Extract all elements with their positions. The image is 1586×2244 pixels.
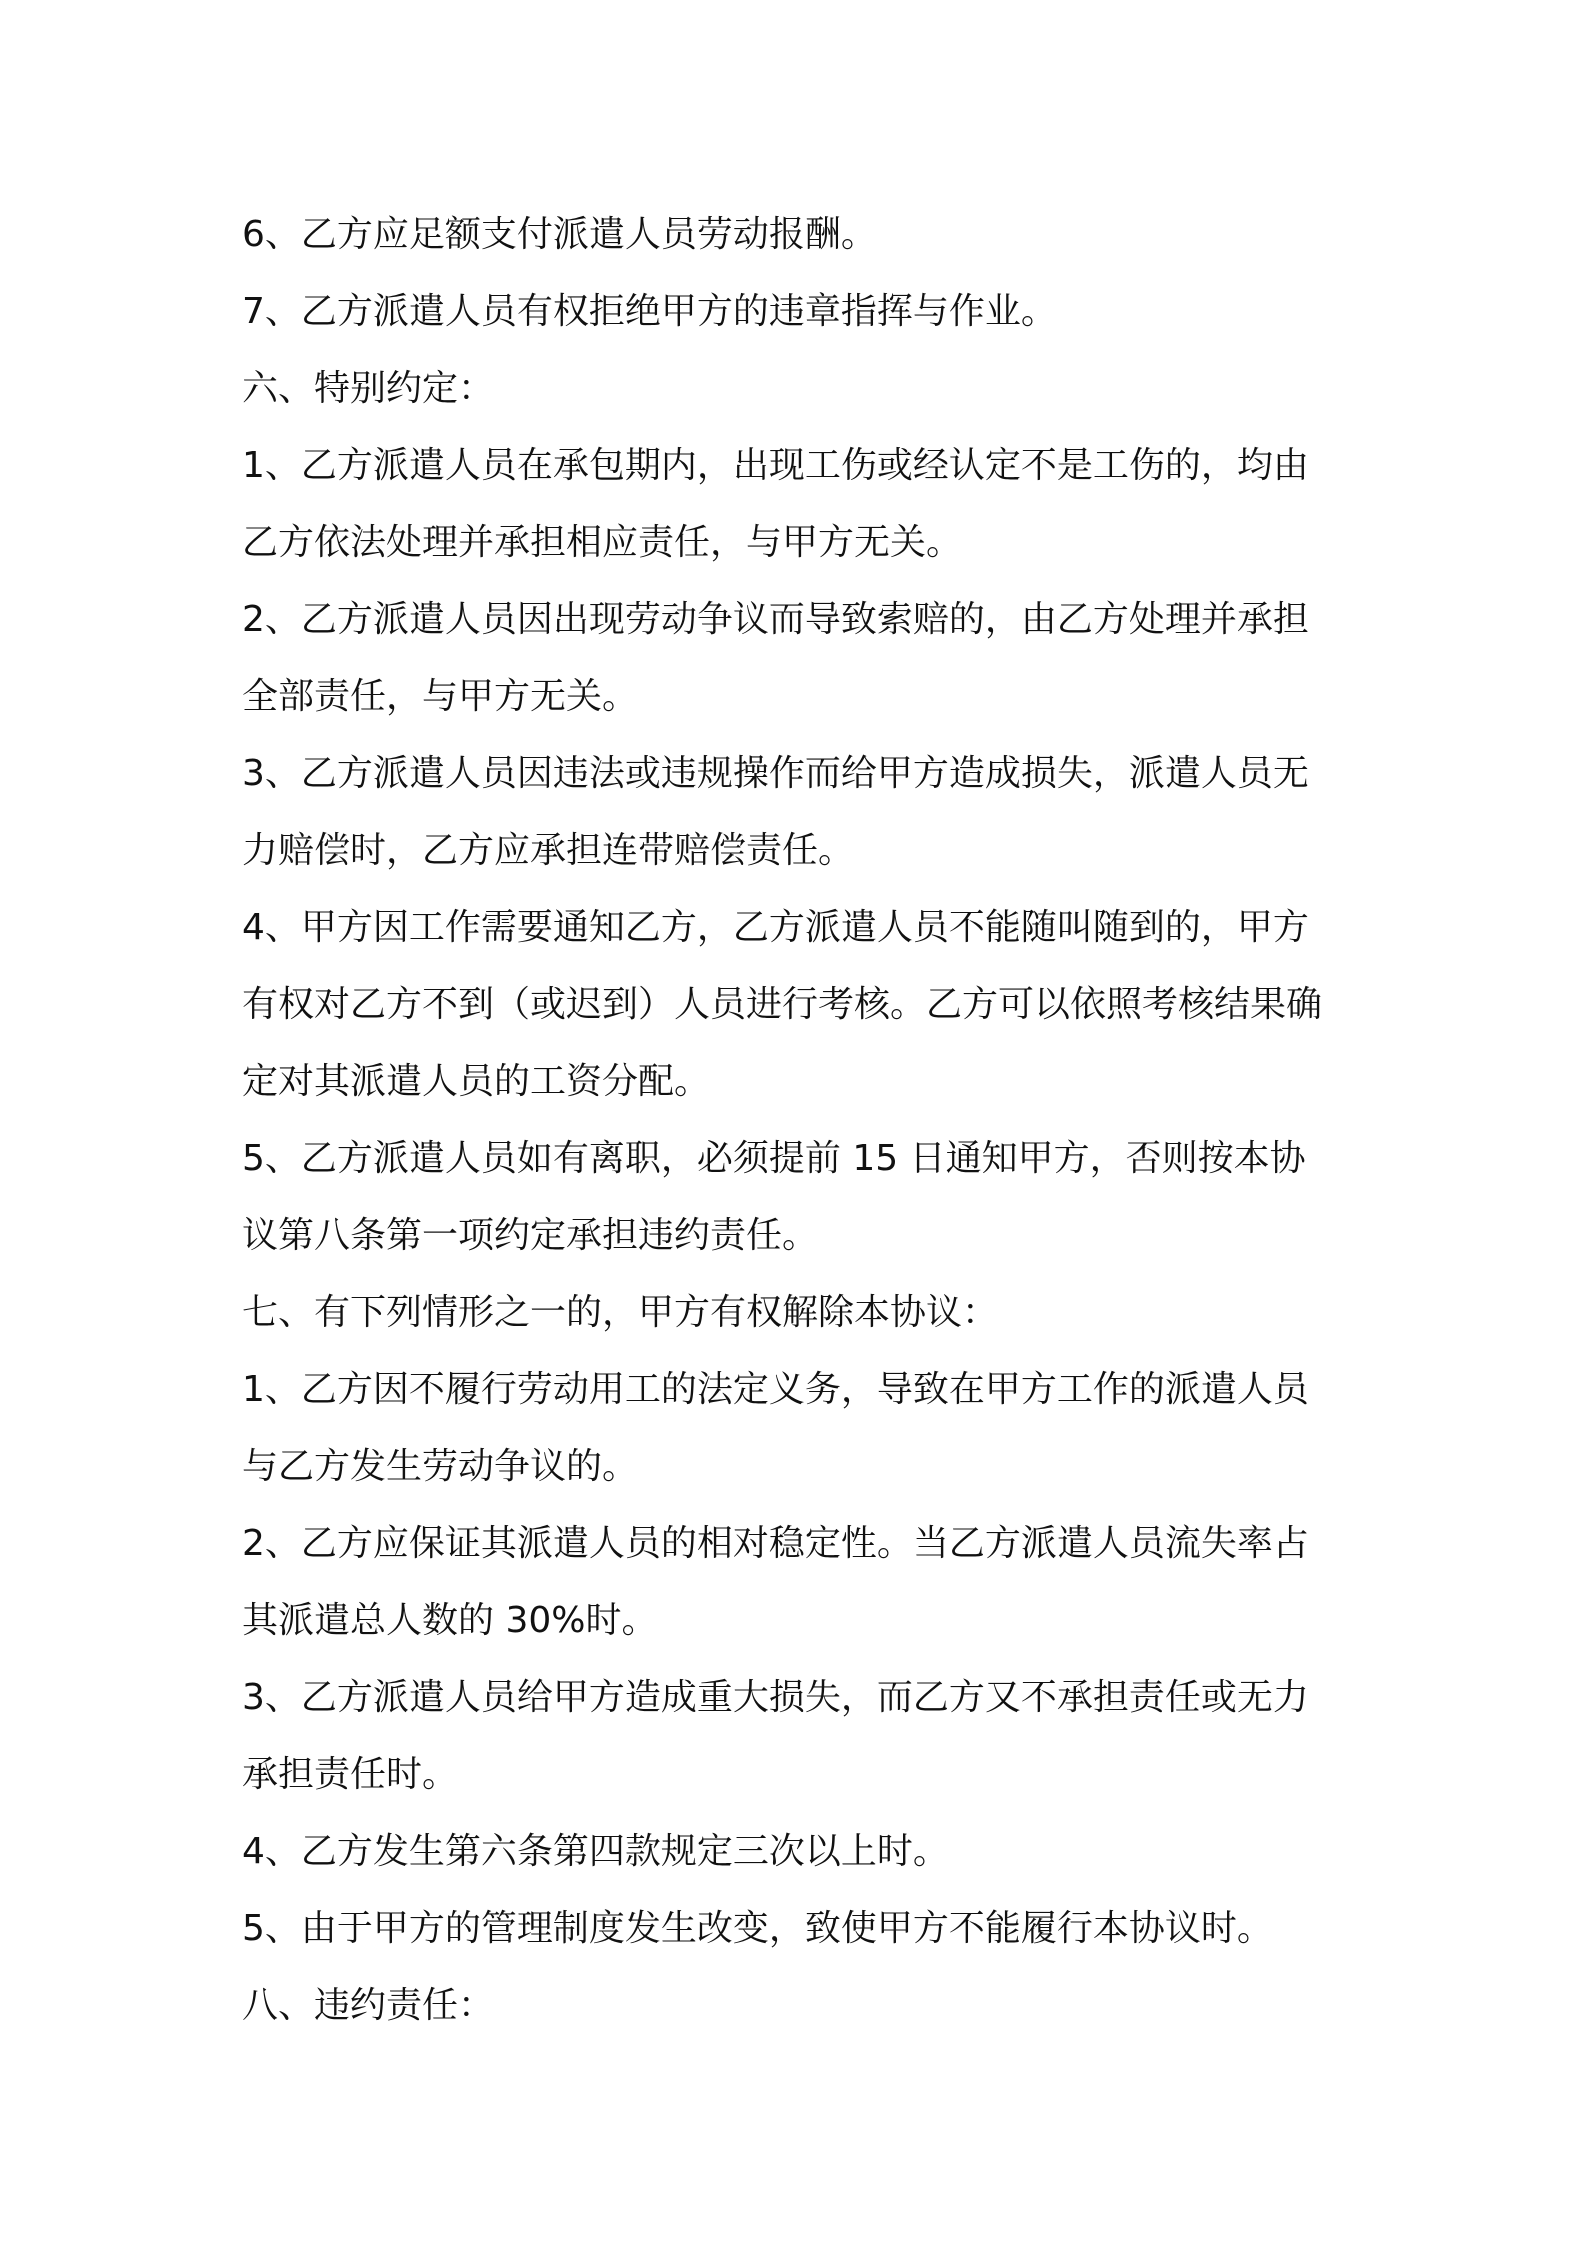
section-heading: 八、违约责任： [242, 1985, 495, 2026]
text-line: 4、甲方因工作需要通知乙方，乙方派遣人员不能随叫随到的，甲方 [242, 907, 1309, 948]
text-line: 1、乙方派遣人员在承包期内，出现工伤或经认定不是工伤的，均由 [242, 445, 1309, 486]
text-line: 承担责任时。 [242, 1754, 459, 1795]
text-line: 其派遣总人数的 30%时。 [242, 1600, 658, 1641]
text-line: 议第八条第一项约定承担违约责任。 [242, 1215, 819, 1256]
document-body [242, 196, 1362, 2044]
text-line: 4、乙方发生第六条第四款规定三次以上时。 [242, 1831, 949, 1872]
text-line: 有权对乙方不到（或迟到）人员进行考核。乙方可以依照考核结果确 [242, 984, 1323, 1025]
text-line: 乙方依法处理并承担相应责任，与甲方无关。 [242, 522, 963, 563]
text-line: 3、乙方派遣人员给甲方造成重大损失，而乙方又不承担责任或无力 [242, 1677, 1309, 1718]
text-line: 定对其派遣人员的工资分配。 [242, 1061, 711, 1102]
text-line: 力赔偿时，乙方应承担连带赔偿责任。 [242, 830, 855, 871]
text-line: 3、乙方派遣人员因违法或违规操作而给甲方造成损失，派遣人员无 [242, 753, 1309, 794]
text-line: 5、乙方派遣人员如有离职，必须提前 15 日通知甲方，否则按本协 [242, 1138, 1306, 1179]
text-line: 全部责任，与甲方无关。 [242, 676, 639, 717]
text-line: 1、乙方因不履行劳动用工的法定义务，导致在甲方工作的派遣人员 [242, 1369, 1309, 1410]
text-line: 6、乙方应足额支付派遣人员劳动报酬。 [242, 214, 877, 255]
text-line: 5、由于甲方的管理制度发生改变，致使甲方不能履行本协议时。 [242, 1908, 1273, 1949]
text-line: 与乙方发生劳动争议的。 [242, 1446, 639, 1487]
section-heading: 六、特别约定： [242, 368, 495, 409]
text-line: 7、乙方派遣人员有权拒绝甲方的违章指挥与作业。 [242, 291, 1057, 332]
text-line: 2、乙方派遣人员因出现劳动争议而导致索赔的，由乙方处理并承担 [242, 599, 1309, 640]
text-line: 2、乙方应保证其派遣人员的相对稳定性。当乙方派遣人员流失率占 [242, 1523, 1309, 1564]
section-heading: 七、有下列情形之一的，甲方有权解除本协议： [242, 1292, 999, 1333]
